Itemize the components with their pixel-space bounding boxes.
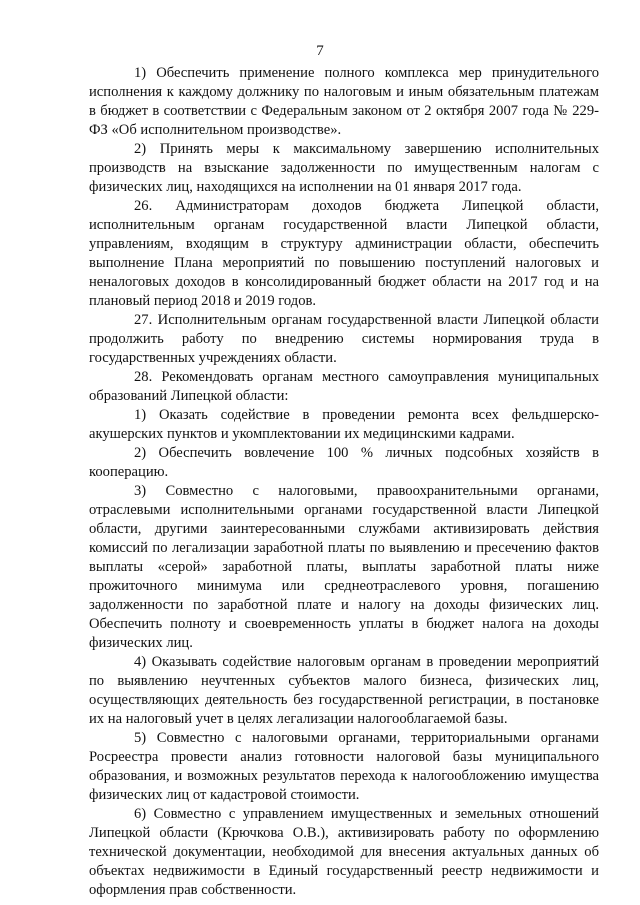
paragraph-item-25-1: 1) Обеспечить применение полного комплекса мер принудительного исполнения к каждому должнику по налоговым и иным обязательным платежам в бюджет в соответствии с Федеральным законом от 2 октября 2007 года № 229-ФЗ «Об исполнительном производстве».	[89, 65, 599, 138]
page-number: 7	[316, 43, 324, 59]
paragraph-item-27: 27. Исполнительным органам государственной власти Липецкой области продолжить работу по внедрению системы нормирования труда в государственных учреждениях области.	[89, 312, 599, 366]
paragraph-item-28-6: 6) Совместно с управлением имущественных и земельных отношений Липецкой области (Крючкова О.В.), активизировать работу по оформлению технической документации, необходимой для внесения актуальных данных об объектах недвижимости в Единый государственный реестр недвижимости и оформления прав собственности.	[89, 806, 599, 898]
paragraph-item-28-2: 2) Обеспечить вовлечение 100 % личных подсобных хозяйств в кооперацию.	[89, 445, 599, 480]
paragraph-item-28-1: 1) Оказать содействие в проведении ремонта всех фельдшерско-акушерских пунктов и укомплектовании их медицинскими кадрами.	[89, 407, 599, 442]
paragraph-item-28-5: 5) Совместно с налоговыми органами, территориальными органами Росреестра провести анализ готовности налоговой базы муниципального образования, и возможных результатов перехода к налогообложению имущества физических лиц от кадастровой стоимости.	[89, 730, 599, 803]
paragraph-item-28: 28. Рекомендовать органам местного самоуправления муниципальных образований Липецкой области:	[89, 369, 599, 404]
document-body	[89, 64, 599, 900]
paragraph-item-28-4: 4) Оказывать содействие налоговым органам в проведении мероприятий по выявлению неучтенных субъектов малого бизнеса, физических лиц, осуществляющих деятельность без государственной регистрации, в постановке их на налоговый учет в целях легализации налогооблагаемой базы.	[89, 654, 599, 727]
paragraph-item-25-2: 2) Принять меры к максимальному завершению исполнительных производств на взыскание задолженности по имущественным налогам с физических лиц, находящихся на исполнении на 01 января 2017 года.	[89, 141, 599, 195]
paragraph-item-28-3: 3) Совместно с налоговыми, правоохранительными органами, отраслевыми исполнительными органами государственной власти Липецкой области, другими заинтересованными службами активизировать действия комиссий по легализации заработной платы по выявлению и пресечению фактов выплаты «серой» заработной платы, выплаты заработной платы ниже прожиточного минимума или среднеотраслевого уровня, погашению задолженности по заработной плате и налогу на доходы физических лиц. Обеспечить полноту и своевременность уплаты в бюджет налога на доходы физических лиц.	[89, 483, 599, 651]
paragraph-item-26: 26. Администраторам доходов бюджета Липецкой области, исполнительным органам государственной власти Липецкой области, управлениям, входящим в структуру администрации области, обеспечить выполнение Плана мероприятий по повышению поступлений налоговых и неналоговых доходов в консолидированный бюджет области на 2017 год и на плановый период 2018 и 2019 годов.	[89, 198, 599, 309]
